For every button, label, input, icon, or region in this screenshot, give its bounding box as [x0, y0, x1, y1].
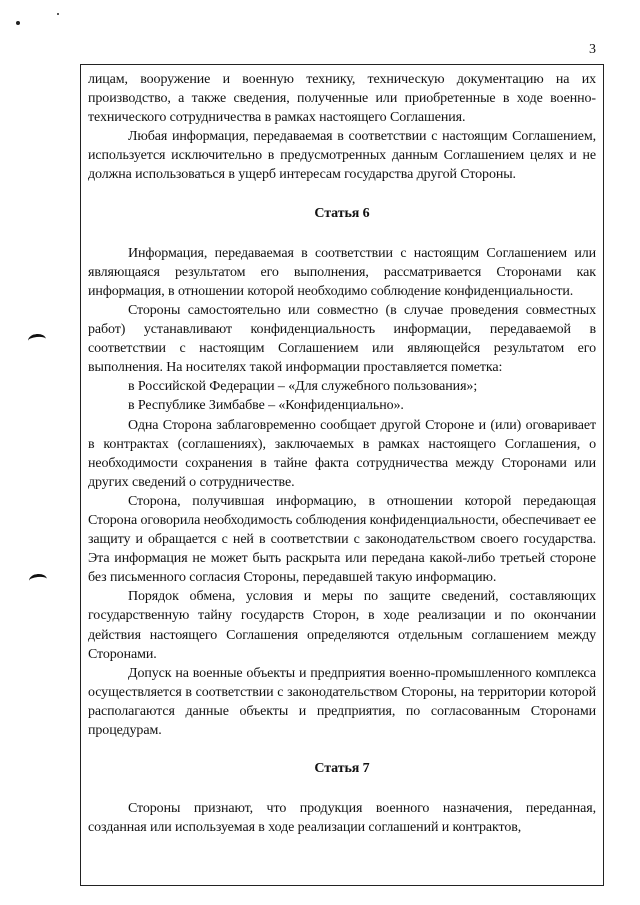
scan-speck [57, 13, 59, 15]
binder-hole-mark [28, 573, 47, 587]
paragraph: Допуск на военные объекты и предприятия военно-промышленного комплекса осуществляется в соответствии с законодательством Стороны, на территории которой располагаются данные объекты и предприятия, по согласованным Сторонами процедурам. [88, 665, 596, 738]
paragraph: в Республике Зимбабве – «Конфиденциально». [128, 398, 404, 414]
document-body [88, 70, 596, 837]
page-number: 3 [589, 42, 596, 57]
paragraph: Информация, передаваемая в соответствии с настоящим Соглашением или являющаяся результатом его выполнения, рассматривается Сторонами как информация, в отношении которой необходимо соблюдение конфиденциальности. [88, 245, 596, 299]
paragraph: Порядок обмена, условия и меры по защите сведений, составляющих государственную тайну государств Сторон, в ходе реализации и по окончании действия настоящего Соглашения определяются отдельным соглашением между Сторонами. [88, 589, 596, 662]
article-heading: Статья 6 [314, 205, 370, 221]
paragraph: в Российской Федерации – «Для служебного пользования»; [128, 379, 478, 395]
paragraph: Любая информация, передаваемая в соответствии с настоящим Соглашением, используется исключительно в предусмотренных данным Соглашением целях и не должна использоваться в ущерб интересам государства другой Стороны. [88, 129, 596, 183]
paragraph: Одна Сторона заблаговременно сообщает другой Стороне и (или) оговаривает в контрактах (соглашениях), заключаемых в рамках настоящего Соглашения, о необходимости сохранения в тайне факта сотрудничества между Сторонами или других сведений о сотрудничестве. [88, 417, 596, 490]
article-heading: Статья 7 [314, 761, 370, 777]
paragraph: Стороны признают, что продукция военного назначения, переданная, созданная или используемая в ходе реализации соглашений и контрактов, [88, 801, 596, 836]
paragraph: лицам, вооружение и военную технику, техническую документацию на их производство, а также сведения, полученные или приобретенные в ходе военно-технического сотрудничества в рамках настоящего Соглашения. [88, 72, 596, 126]
scan-speck [16, 21, 20, 25]
paragraph: Стороны самостоятельно или совместно (в случае проведения совместных работ) устанавливают конфиденциальность информации, передаваемой в соответствии с настоящим Соглашением или являющейся результатом его выполнения. На носителях такой информации проставляется пометка: [88, 302, 596, 376]
paragraph: Сторона, получившая информацию, в отношении которой передающая Сторона оговорила необходимость соблюдения конфиденциальности, обеспечивает ее защиту и обращается с ней в соответствии с законодательством своего государства. Эта информация не может быть раскрыта или передана какой-либо третьей стороне без письменного согласия Стороны, передавшей такую информацию. [88, 493, 596, 586]
binder-hole-mark [27, 333, 46, 347]
